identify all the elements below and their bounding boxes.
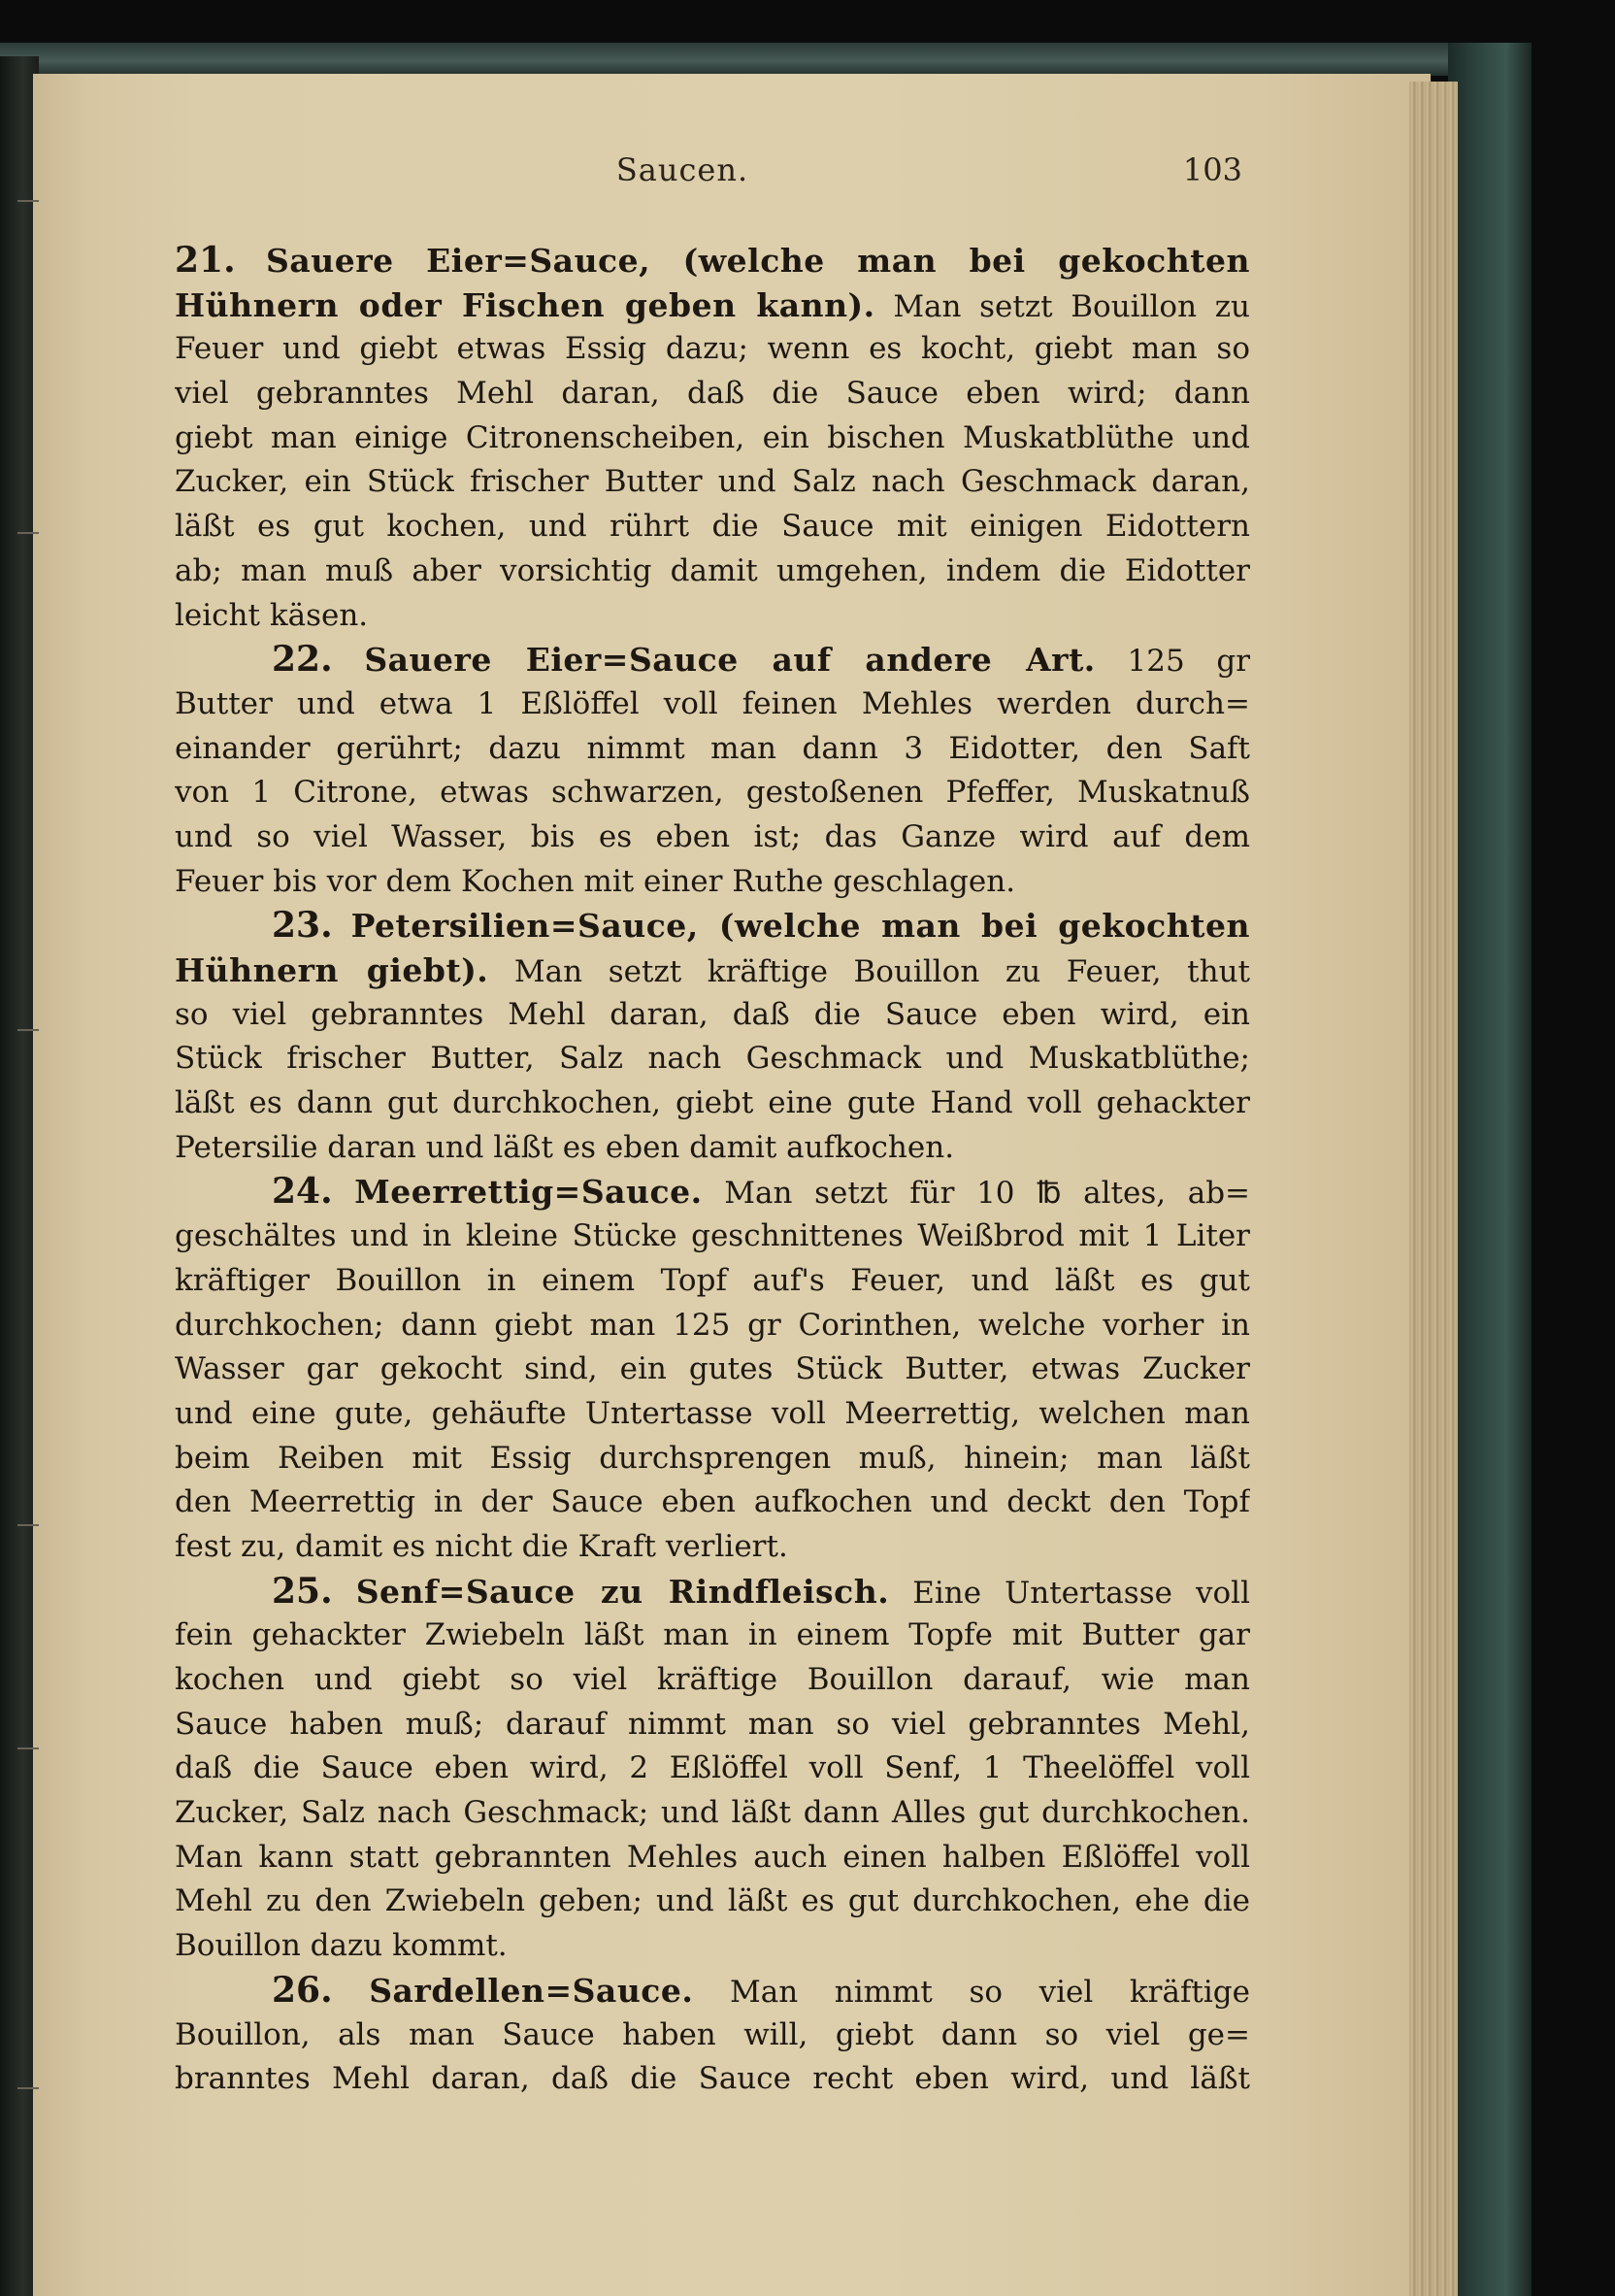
recipe-title: Hühnern giebt). [175, 951, 489, 989]
text-line: und so viel Wasser, bis es eben ist; das Ganze wird auf dem [175, 818, 1250, 854]
text-line: von 1 Citrone, etwas schwarzen, gestoßenen Pfeffer, Muskatnuß [175, 775, 1250, 811]
recipe-title: Sardellen=Sauce. [369, 1971, 694, 2010]
gutter-thread-mark [17, 1029, 39, 1031]
text-line: Petersilie daran und läßt es eben damit aufkochen. [175, 1129, 955, 1165]
running-title: Saucen. [615, 151, 749, 188]
recipe-number: 22. [272, 639, 333, 681]
recipe-text: Man setzt kräftige Bouillon zu Feuer, thut [513, 954, 1250, 989]
text-line: Zucker, Salz nach Geschmack; und läßt dann Alles gut durchkochen. [175, 1795, 1250, 1831]
recipe-heading-line [175, 1170, 1250, 1215]
gutter-thread-mark [17, 1747, 39, 1749]
recipe-text: Man setzt Bouillon zu [893, 288, 1250, 324]
text-line: fest zu, damit es nicht die Kraft verliert. [175, 1528, 788, 1564]
recipe-text: Eine Untertasse voll [912, 1575, 1250, 1611]
text-line: durchkochen; dann giebt man 125 gr Corinthen, welche vorher in [175, 1307, 1250, 1343]
text-line: Sauce haben muß; darauf nimmt man so viel gebranntes Mehl, [175, 1706, 1250, 1742]
recipe-title: Senf=Sauce zu Rindfleisch. [355, 1572, 890, 1611]
book-cover-right-edge [1448, 43, 1532, 2296]
book-cover-top-edge [0, 43, 1514, 76]
recipe-title: Petersilien=Sauce, (welche man bei gekochten [350, 907, 1250, 946]
recipe-heading-line [175, 638, 1250, 682]
text-line: giebt man einige Citronenscheiben, ein bischen Muskatblüthe und [175, 419, 1250, 455]
text-line: kochen und giebt so viel kräftige Bouillon darauf, wie man [175, 1662, 1250, 1697]
text-line: den Meerrettig in der Sauce eben aufkochen und deckt den Topf [175, 1484, 1250, 1520]
gutter-thread-mark [17, 200, 39, 202]
recipe-heading-line [175, 1969, 1250, 2013]
recipe-26 [175, 1969, 1250, 2102]
recipe-heading-line [175, 239, 1250, 283]
gutter-thread-mark [17, 1524, 39, 1526]
text-line: viel gebranntes Mehl daran, daß die Sauce eben wird; dann [175, 376, 1250, 412]
recipe-title: Sauere Eier=Sauce, (welche man bei gekochten [266, 242, 1250, 280]
recipe-number: 26. [272, 1969, 333, 2011]
text-line: Butter und etwa 1 Eßlöffel voll feinen Mehles werden durch= [175, 685, 1250, 721]
recipe-heading-line [175, 948, 1250, 993]
text-line: läßt es gut kochen, und rührt die Sauce mit einigen Eidottern [175, 509, 1250, 545]
text-line: so viel gebranntes Mehl daran, daß die Sauce eben wird, ein [175, 996, 1250, 1032]
text-line: Bouillon, als man Sauce haben will, giebt dann so viel ge= [175, 2016, 1250, 2052]
text-line: läßt es dann gut durchkochen, giebt eine gute Hand voll gehackter [175, 1085, 1250, 1121]
text-line: Zucker, ein Stück frischer Butter und Salz nach Geschmack daran, [175, 464, 1250, 500]
recipe-25 [175, 1570, 1250, 1969]
recipe-22 [175, 638, 1250, 904]
recipe-title: Hühnern oder Fischen geben kann). [175, 285, 875, 324]
recipe-heading-line [175, 1570, 1250, 1614]
page-header [0, 151, 1615, 190]
text-line: kräftiger Bouillon in einem Topf auf's Feuer, und läßt es gut [175, 1262, 1250, 1298]
text-line: Bouillon dazu kommt. [175, 1928, 508, 1964]
text-line: leicht käsen. [175, 597, 369, 633]
text-line: einander gerührt; dazu nimmt man dann 3 Eidotter, den Saft [175, 730, 1250, 766]
text-line: Stück frischer Butter, Salz nach Geschmack und Muskatblüthe; [175, 1041, 1250, 1077]
text-line: geschältes und in kleine Stücke geschnittenes Weißbrod mit 1 Liter [175, 1218, 1250, 1254]
text-line: branntes Mehl daran, daß die Sauce recht eben wird, und läßt [175, 2061, 1250, 2097]
page-number: 103 [1182, 151, 1242, 188]
recipe-heading-line [175, 283, 1250, 328]
recipe-text: Man nimmt so viel kräftige [729, 1974, 1250, 2010]
text-line: Man kann statt gebrannten Mehles auch einen halben Eßlöffel voll [175, 1839, 1250, 1875]
text-line: beim Reiben mit Essig durchsprengen muß, hinein; man läßt [175, 1440, 1250, 1476]
text-line: Feuer und giebt etwas Essig dazu; wenn es kocht, giebt man so [175, 331, 1250, 367]
recipe-title: Sauere Eier=Sauce auf andere Art. [364, 641, 1096, 680]
text-line: Feuer bis vor dem Kochen mit einer Ruthe geschlagen. [175, 863, 1016, 899]
recipe-number: 21. [175, 240, 236, 281]
text-line: ab; man muß aber vorsichtig damit umgehen, indem die Eidotter [175, 552, 1250, 588]
gutter-thread-mark [17, 2087, 39, 2089]
recipe-number: 25. [272, 1570, 333, 1612]
recipe-text: Man setzt für 10 ℔ altes, ab= [724, 1176, 1250, 1212]
text-line: Mehl zu den Zwiebeln geben; und läßt es gut durchkochen, ehe die [175, 1883, 1250, 1919]
recipe-heading-line [175, 904, 1250, 948]
text-line: und eine gute, gehäufte Untertasse voll Meerrettig, welchen man [175, 1395, 1250, 1431]
text-line: Wasser gar gekocht sind, ein gutes Stück Butter, etwas Zucker [175, 1351, 1250, 1387]
recipe-text: 125 gr [1127, 644, 1250, 680]
recipe-number: 24. [272, 1171, 333, 1213]
recipe-24 [175, 1170, 1250, 1569]
recipe-number: 23. [272, 905, 333, 947]
page-stack-edges [1409, 82, 1458, 2296]
page-body [175, 239, 1250, 2103]
recipe-21 [175, 239, 1250, 638]
recipe-title: Meerrettig=Sauce. [354, 1173, 703, 1212]
recipe-23 [175, 904, 1250, 1170]
text-line: fein gehackter Zwiebeln läßt man in einem Topfe mit Butter gar [175, 1617, 1250, 1653]
text-line: daß die Sauce eben wird, 2 Eßlöffel voll Senf, 1 Theelöffel voll [175, 1750, 1250, 1786]
gutter-thread-mark [17, 532, 39, 534]
